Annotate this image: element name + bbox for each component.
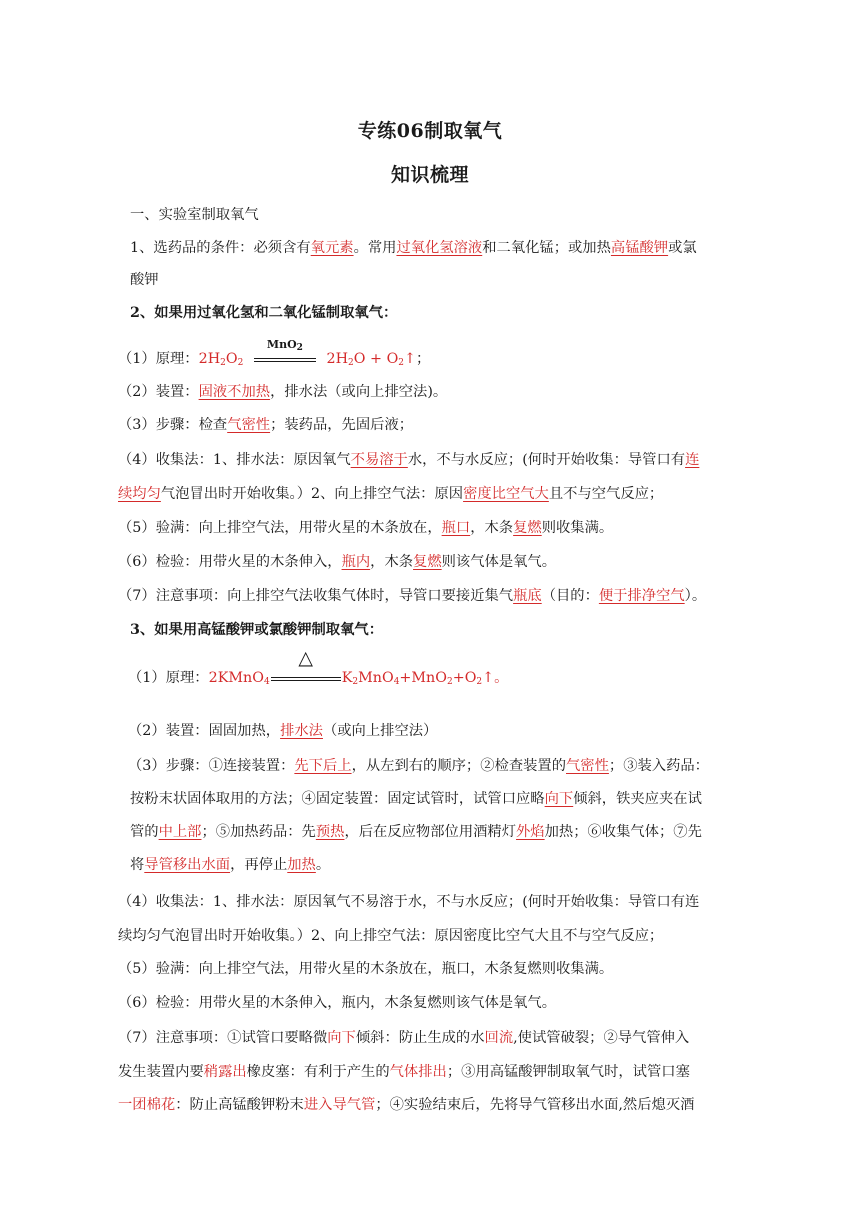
- kmno4-steps-line-4: 将导管移出水面，再停止加热。: [130, 857, 331, 873]
- paragraph-1-line-2: 酸钾: [130, 272, 159, 288]
- h2o2-steps-line: （3）步骤：检查气密性；装药品，先固后液；: [118, 417, 414, 433]
- equation-product: $K_2MnO_4+MnO_2+O_2↑$。: [341, 670, 509, 687]
- kmno4-equation-line: （1）原理：2KMnO$_4$ △ $K_2MnO_4+MnO_2+O_2↑$。: [128, 647, 509, 687]
- section-3-heading: 3、如果用高锰酸钾或氯酸钾制取氧气：: [130, 622, 383, 638]
- h2o2-equation-line: （1）原理：$2H_2O_2$ MnO$_2$ $2H_2O$ + $O_2↑$；: [118, 338, 431, 368]
- kmno4-collection-line-2: 续均匀气泡冒出时开始收集。）2、向上排空气法：原因密度比空气大且不与空气反应；: [118, 928, 664, 944]
- kmno4-notes-line-1: （7）注意事项：①试管口要略微向下倾斜：防止生成的水回流,使试管破裂；②导气管伸入: [118, 1030, 690, 1046]
- catalyst-equals-sign: MnO$_2$: [254, 350, 316, 368]
- kmno4-test-line: （6）检验：用带火星的木条伸入，瓶内，木条复燃则该气体是氧气。: [118, 995, 556, 1011]
- h2o2-full-check-line: （5）验满：向上排空气法，用带火星的木条放在，瓶口，木条复燃则收集满。: [118, 520, 614, 536]
- document-title: 专练06制取氧气: [357, 120, 503, 142]
- section-1-heading: 一、实验室制取氧气: [130, 207, 259, 223]
- kmno4-apparatus-line: （2）装置：固固加热，排水法（或向上排空法）: [128, 723, 438, 739]
- equation-reactant: $2H_2O_2$: [198, 351, 244, 368]
- equation-product: $2H_2O$ + $O_2↑$: [326, 351, 417, 368]
- section-2-heading: 2、如果用过氧化氢和二氧化锰制取氧气：: [130, 305, 398, 321]
- kmno4-steps-line-1: （3）步骤：①连接装置：先下后上，从左到右的顺序；②检查装置的气密性；③装入药品：: [128, 758, 709, 774]
- kmno4-notes-line-3: 一团棉花：防止高锰酸钾粉末进入导气管；④实验结束后，先将导气管移出水面,然后熄灭酒: [118, 1097, 695, 1113]
- h2o2-test-line: （6）检验：用带火星的木条伸入，瓶内，木条复燃则该气体是氧气。: [118, 554, 557, 570]
- document-subtitle: 知识梳理: [390, 164, 469, 186]
- h2o2-notes-line: （7）注意事项：向上排空气法收集气体时，导管口要接近集气瓶底（目的：便于排净空气）。: [118, 588, 707, 604]
- h2o2-collection-line-2: 续均匀气泡冒出时开始收集。）2、向上排空气法：原因密度比空气大且不与空气反应；: [118, 486, 664, 502]
- kmno4-collection-line-1: （4）收集法：1、排水法：原因氧气不易溶于水，不与水反应；(何时开始收集：导管口有连: [118, 894, 700, 910]
- h2o2-apparatus-line: （2）装置：固液不加热，排水法（或向上排空法)。: [118, 384, 448, 400]
- equation-reactant: 2KMnO$_4$: [208, 670, 270, 687]
- heat-equals-sign: △: [271, 669, 341, 687]
- kmno4-steps-line-2: 按粉末状固体取用的方法；④固定装置：固定试管时，试管口应略向下倾斜，铁夹应夹在试: [130, 791, 702, 807]
- kmno4-notes-line-2: 发生装置内要稍露出橡皮塞：有利于产生的气体排出；③用高锰酸钾制取氧气时，试管口塞: [118, 1064, 690, 1080]
- h2o2-collection-line-1: （4）收集法：1、排水法：原因氧气不易溶于水，不与水反应；(何时开始收集：导管口有连: [118, 452, 700, 468]
- kmno4-full-check-line: （5）验满：向上排空气法，用带火星的木条放在，瓶口，木条复燃则收集满。: [118, 961, 614, 977]
- paragraph-1-line-1: 1、选药品的条件：必须含有氧元素。常用过氧化氢溶液和二氧化锰；或加热高锰酸钾或氯: [130, 240, 697, 256]
- kmno4-steps-line-3: 管的中上部；⑤加热药品：先预热，后在反应物部位用酒精灯外焰加热；⑥收集气体；⑦先: [130, 824, 702, 840]
